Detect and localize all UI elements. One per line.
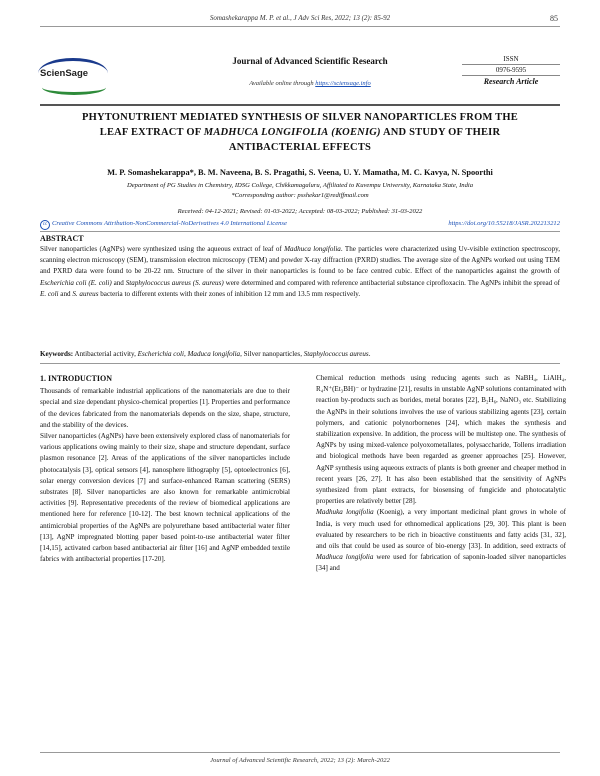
affiliation: Department of PG Studies in Chemistry, IDSG College, Chikkamagaluru, Affiliated to Kuvempu University, Karnataka State, India <box>126 182 473 189</box>
issn-label: ISSN <box>462 54 560 65</box>
keyword-seg: , <box>183 350 188 358</box>
creative-commons-icon: cc <box>40 220 50 230</box>
logo-swoosh-lower-icon <box>42 80 106 95</box>
abstract-seg: bacteria to different extents with their zones of inhibition 12 mm and 13.5 mm respectively. <box>98 289 361 298</box>
abstract-seg: were determined and compared with reference antibacterial substance ciprofloxacin. The AgNPs inhibit the spread of <box>223 278 560 287</box>
paragraph-seg: (Koenig), a very important medicinal plant grows in whole of India, is very much used for ethnomedical applications [29, 30]. This plant is been evaluated by researchers to be rich in bioactive constituents and fatty acids [31, 32], and oils that could be used as source of bio-energy [33]. In addition, seed extracts of <box>316 508 566 551</box>
species-name: Madhuka longifolia <box>316 508 374 517</box>
paragraph-seg: were used for fabrication of saponin-loaded silver nanoparticles [34] and <box>316 553 567 573</box>
abstract-bottom-divider <box>40 363 560 364</box>
doi-link[interactable]: https://doi.org/10.55218/JASR.202213212 <box>448 220 560 227</box>
keyword-seg: , Silver nanoparticles, <box>240 350 304 358</box>
abstract-top-divider <box>40 231 560 232</box>
title-divider <box>40 104 560 106</box>
license-link[interactable]: Creative Commons Attribution-NonCommercial-NoDerivatives 4.0 International License <box>52 220 287 227</box>
journal-title: Journal of Advanced Scientific Research <box>232 56 388 66</box>
keywords-label: Keywords: <box>40 350 74 358</box>
title-line-3: ANTIBACTERIAL EFFECTS <box>228 142 372 153</box>
abstract-seg: and <box>58 289 73 298</box>
abstract-species: S. aureus <box>72 289 99 298</box>
keywords <box>40 349 560 360</box>
right-column <box>316 373 566 575</box>
logo: ScienSage <box>40 68 89 79</box>
publication-dates: Received: 04-12-2021; Revised: 01-03-2022; Accepted: 08-03-2022; Published: 31-03-2022 <box>177 208 423 215</box>
running-header: Somashekarappa M. P. et al., J Adv Sci Res, 2022; 13 (2): 85-92 <box>209 14 391 22</box>
abstract-species: Staphylococcus aureus (S. aureus) <box>125 278 224 287</box>
abstract-seg: and <box>111 278 126 287</box>
abstract-seg: . The particles were characterized using Uv-visible extinction spectroscopy, scanning electron microscopy (SEM), transmission electron microscopy (TEM) and powder X-ray diffraction (PXRD) studies. The average size of the AgNPs worked out using TEM and PXRD data were found to be 20-22 nm. Structure of the silver in their nanoparticles is found to be face centred cubic. Effect of the nanoparticles against the growth of <box>40 245 560 276</box>
section-heading: 1. INTRODUCTION <box>40 374 113 383</box>
left-column <box>40 373 290 565</box>
title-line-2 <box>60 125 540 140</box>
issn-number: 0976-9595 <box>462 65 560 76</box>
footer-divider <box>40 752 560 753</box>
abstract-text <box>40 244 560 300</box>
intro-paragraph: Silver nanoparticles (AgNPs) have been extensively explored class of nanomaterials for various applications owing mainly to their size, shape and structure dependant, surface plasmon resonance [2]. Areas of the applications of the silver nanoparticles include photocatalysis [3], optical sensors [4], nanosphere lithography [5], optoelectronics [6], solar energy conversion devices [7] and surface-enhanced Raman scattering (SERS) substrates [8]. Silver nanoparticles are also known for remarkable antimicrobial activities [9]. Representative precedents of the review of biomedical applications are mentioned here for reference [10-12]. The best known technical applications of the antimicrobial properties of the AgNPs are polyurethane based antibacterial water filter [13], AgNP impregnated blotting paper based point-to-use antibacterial water filter [14,15], activated carbon based antibacterial air filter [16] and AgNP embedded textile fabrics with antibacterial properties [17-20]. <box>40 432 290 564</box>
keyword-species: Maduca longifolia <box>187 350 241 358</box>
keyword-species: Escherichia coli <box>137 350 184 358</box>
license <box>40 220 287 230</box>
keyword-seg: Antibacterial activity, <box>73 350 138 358</box>
abstract-heading: ABSTRACT <box>40 234 84 243</box>
footer: Journal of Advanced Scientific Research, 2022; 13 (2): March-2022 <box>210 757 390 764</box>
intro-paragraph <box>316 507 566 574</box>
authors: M. P. Somashekarappa*, B. M. Naveena, B. S. Pragathi, S. Veena, U. Y. Mamatha, M. C. Kavya, N. Spoorthi <box>107 168 493 177</box>
header-divider <box>40 26 560 27</box>
affiliation-block <box>40 181 560 201</box>
abstract-seg: Silver nanoparticles (AgNPs) were synthesized using the aqueous extract of leaf of <box>40 245 285 253</box>
title-line-2-pre: LEAF EXTRACT OF <box>99 127 201 138</box>
intro-paragraph: Chemical reduction methods using reducing agents such as NaBH₄, LiAlH₄, R₄N⁺(Et₃BH)⁻ or hydrazine [21], results in unstable AgNP solutions contaminated with reaction by-products such as borides, metal borates [22], B₂H₆, NaNO₃ etc. Stabilizing the AgNPs in their solutions involves the use of various stabilizing agents [23], certain polymers, and cationic polynorbornenes [24], which makes the synthesis and stabilization expensive. In addition, the process will be multistep one. The synthesis of AgNPs by using mixed-valence polyoxometallates, polysaccharide, Tollens irradiation and biological methods have been regarded as greener approaches [25]. However, AgNP synthesis using aqueous extracts of plants is both greener and cheaper method in recent years [26, 27]. It has also been established that the sensitivity of AgNPs synthesized from plant extracts, for biosensing of fungicide and photocatalytic properties are relatively better [28]. <box>316 374 566 506</box>
paper-title <box>60 110 540 155</box>
title-species: MADHUCA LONGIFOLIA <box>203 127 329 138</box>
issn-box <box>462 54 560 87</box>
available-online-prefix: Available online through <box>249 80 314 87</box>
abstract-species: Madhuca longifolia <box>284 245 341 253</box>
intro-paragraph: Thousands of remarkable industrial applications of the nanomaterials are due to their special and size dependant physico-chemical properties [1]. Properties and performance of the devices fabricated from the nanomaterials depends on the size, shape, structure, and the stability of the devices. <box>40 387 290 429</box>
title-koenig: (KOENIG) <box>331 127 381 138</box>
title-line-1: PHYTONUTRIENT MEDIATED SYNTHESIS OF SILVER NANOPARTICLES FROM THE <box>82 112 518 123</box>
abstract-species: Escherichia coli (E. coli) <box>40 278 112 287</box>
keyword-species: Staphylococcus aureus <box>303 350 369 358</box>
license-row <box>40 220 560 230</box>
abstract-species: E. coli <box>40 289 59 298</box>
keyword-seg: . <box>368 350 371 358</box>
available-online <box>200 80 420 87</box>
article-type: Research Article <box>483 77 539 86</box>
page-number: 85 <box>550 14 558 23</box>
species-name: Madhuca longifolia <box>316 553 374 562</box>
title-line-2-post: AND STUDY OF THEIR <box>382 127 501 138</box>
corresponding-author: *Corresponding author: psshekar1@rediffmail.com <box>231 192 369 199</box>
journal-url-link[interactable]: https://sciensage.info <box>315 80 371 87</box>
